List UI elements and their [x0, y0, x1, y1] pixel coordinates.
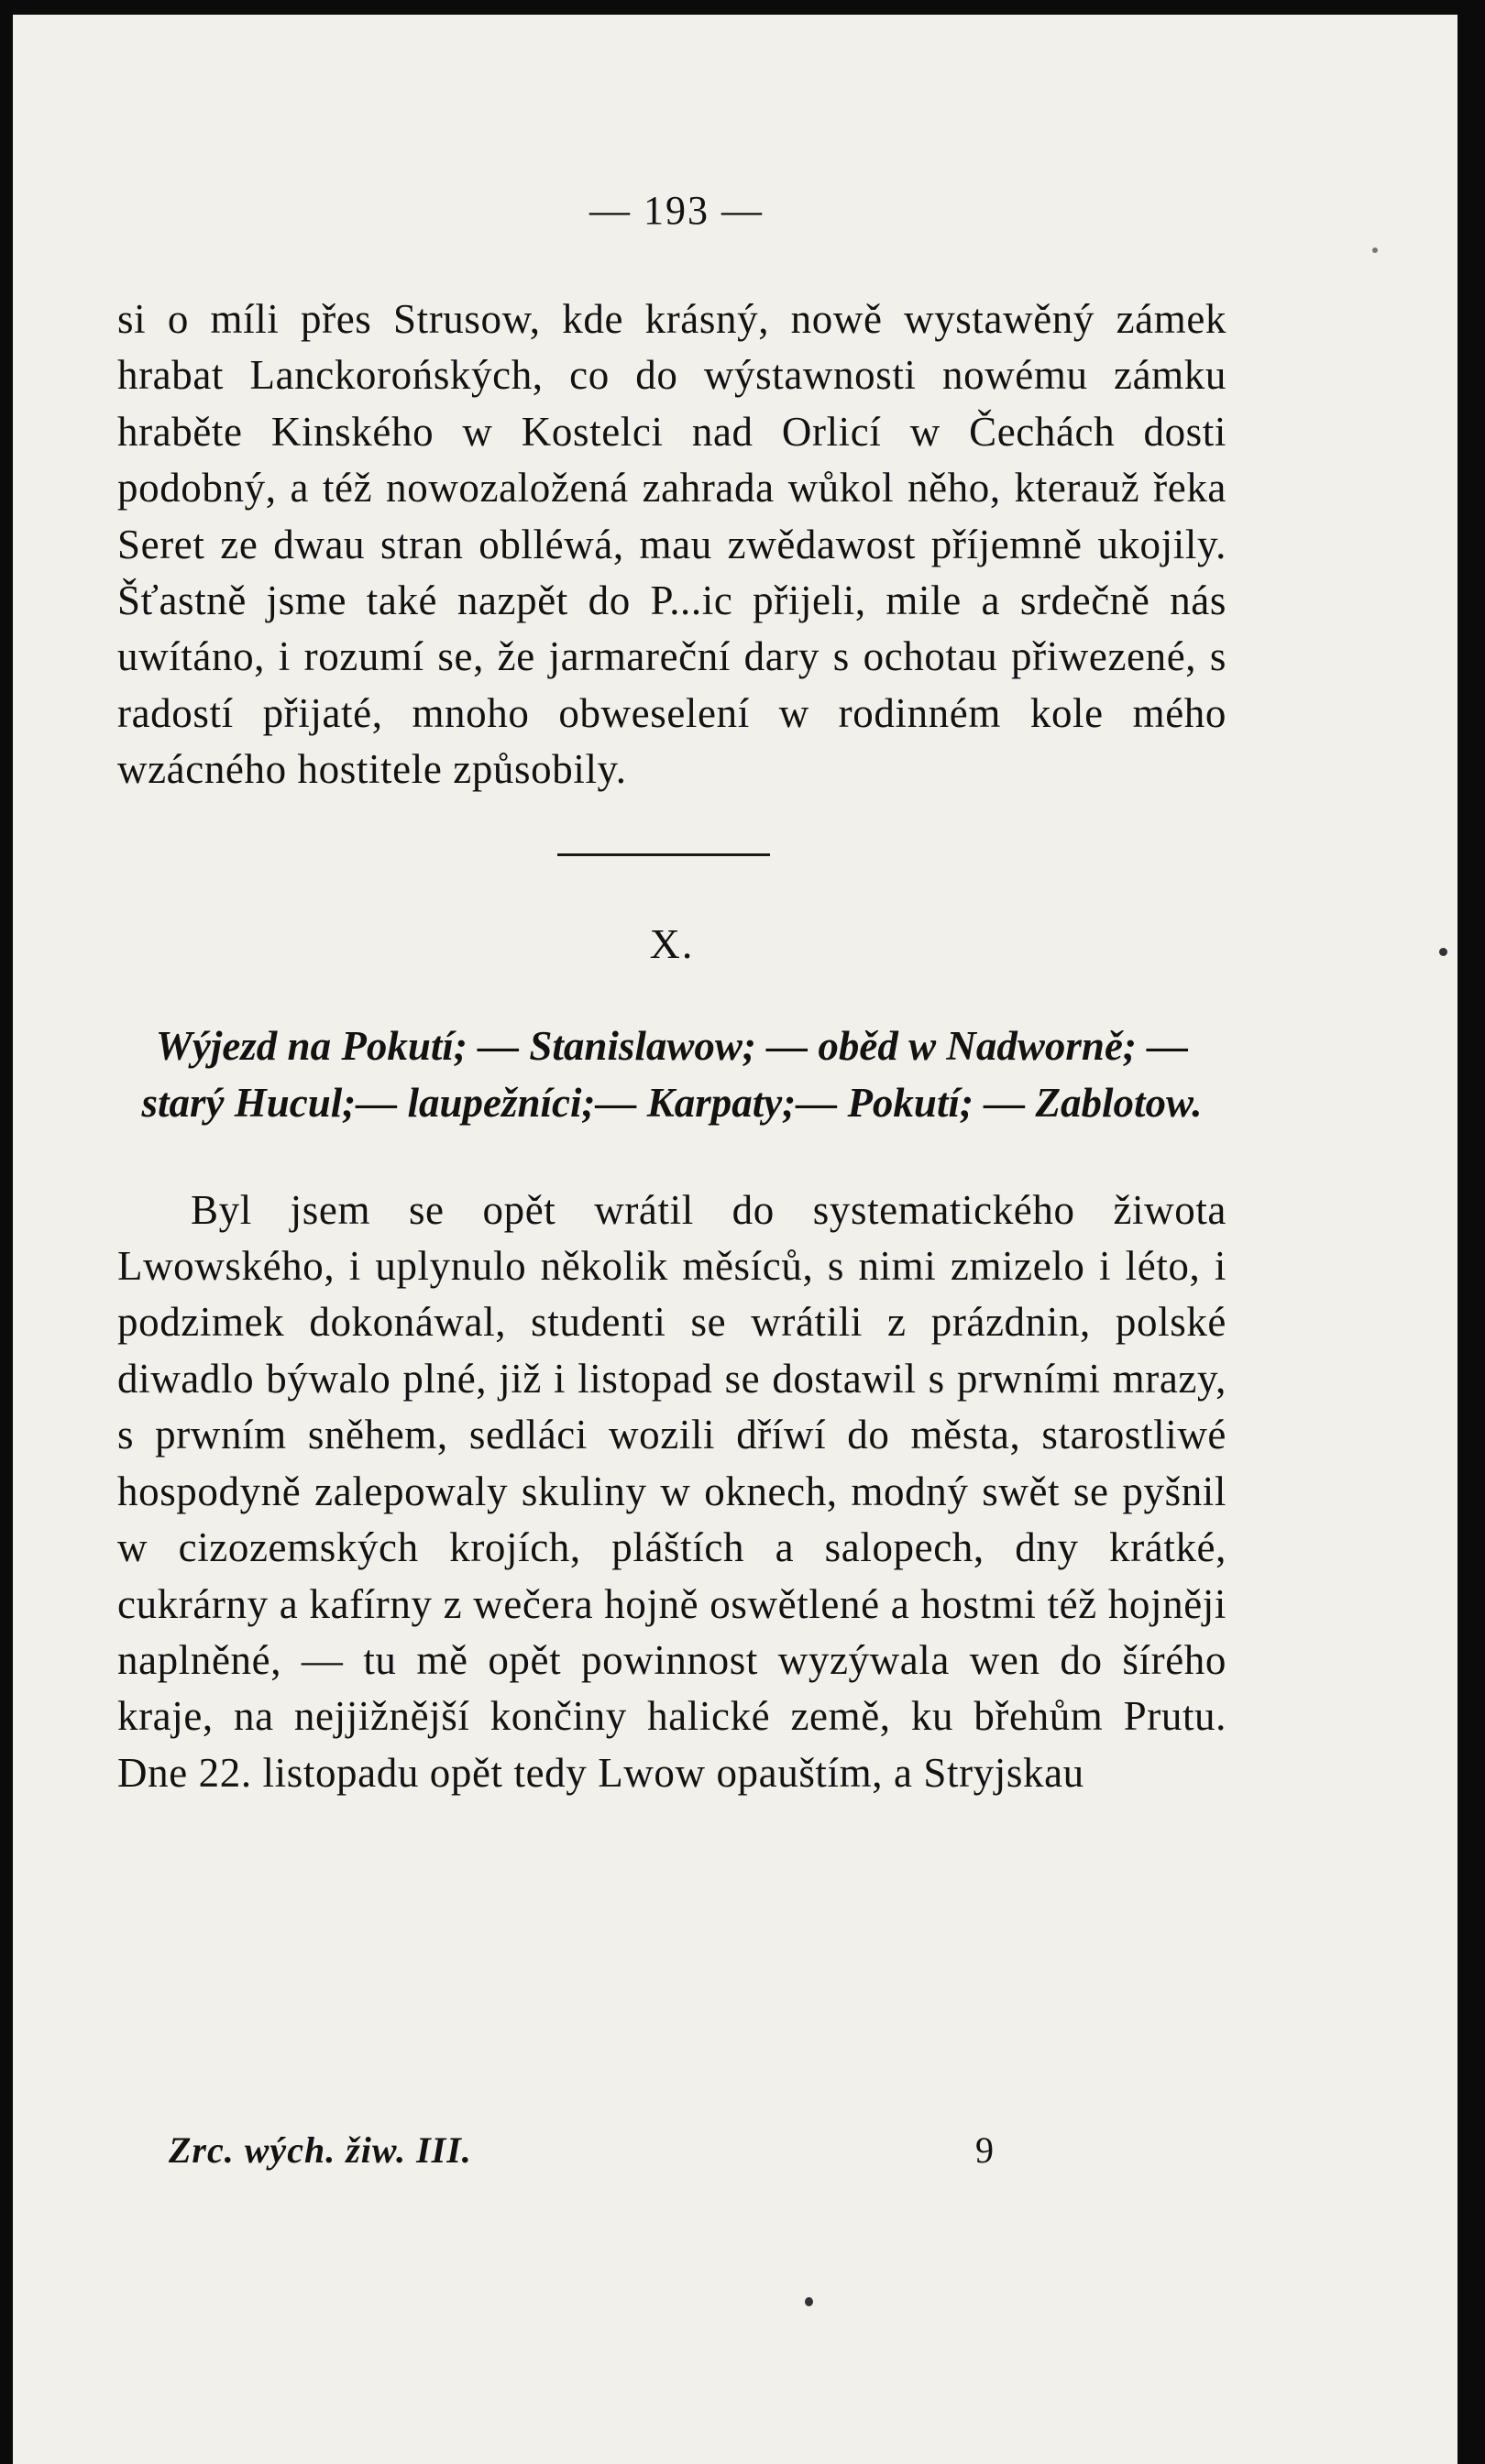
- print-speck: [1439, 948, 1447, 956]
- paragraph-continued: si o míli přes Strusow, kde krásný, nowě wystawěný zámek hrabat Lanckorońských, co do wýstawnosti nowému zámku hraběte Kinského w Kostelci nad Orlicí w Čechách dosti podobný, a též nowozaložená zahrada wůkol něho, kterauž řeka Seret ze dwau stran oblléwá, mau zwědawost příjemně ukojily. Šťastně jsme také nazpět do P...ic přijeli, mile a srdečně nás uwítáno, i rozumí se, že jarmareční dary s ochotau přiwezené, s radostí přijaté, mnoho obweselení w rodinném kole mého wzácného hostitele způsobily.: [117, 296, 1226, 793]
- paragraph-chapter-start: Byl jsem se opět wrátil do systematického žiwota Lwowského, i uplynulo několik měsíců, s nimi zmizelo i léto, i podzimek dokonáwal, studenti se wrátili z prázdnin, polské diwadlo býwalo plné, již i listopad se dostawil s prwními mrazy, s prwním sněhem, sedláci wozili dříwí do města, starostliwé hospodyně zalepowaly skuliny w oknech, modný swět se pyšnil w cizozemských krojích, pláštích a salopech, dny krátké, cukrárny a kafírny z wečera hojně oswětlené a hostmi též hojněji naplněné, — tu mě opět powinnost wyzýwala wen do šírého kraje, na nejjižnější končiny halické země, ku břehům Prutu. Dne 22. listopadu opět tedy Lwow opauštím, a Stryjskau: [117, 1186, 1226, 1796]
- print-speck: [1372, 248, 1378, 253]
- book-page: [117, 183, 1226, 1801]
- page-number-header: — 193 —: [589, 188, 764, 233]
- footer-signature: Zrc. wých. žiw. III.: [169, 2129, 472, 2171]
- section-divider: [557, 853, 770, 856]
- print-speck: [805, 2297, 813, 2306]
- chapter-summary: Wýjezd na Pokutí; — Stanislawow; — oběd w Nadworně; — starý Hucul;— laupežníci;— Karpaty;— Pokutí; — Zablotow.: [141, 1022, 1203, 1126]
- page-footer: [169, 2128, 1012, 2172]
- scan-border-left: [0, 0, 13, 2464]
- scan-border-right: [1458, 0, 1485, 2464]
- chapter-number: X.: [649, 919, 695, 967]
- footer-sheet-number: 9: [975, 2129, 994, 2171]
- scan-border-top: [0, 0, 1485, 15]
